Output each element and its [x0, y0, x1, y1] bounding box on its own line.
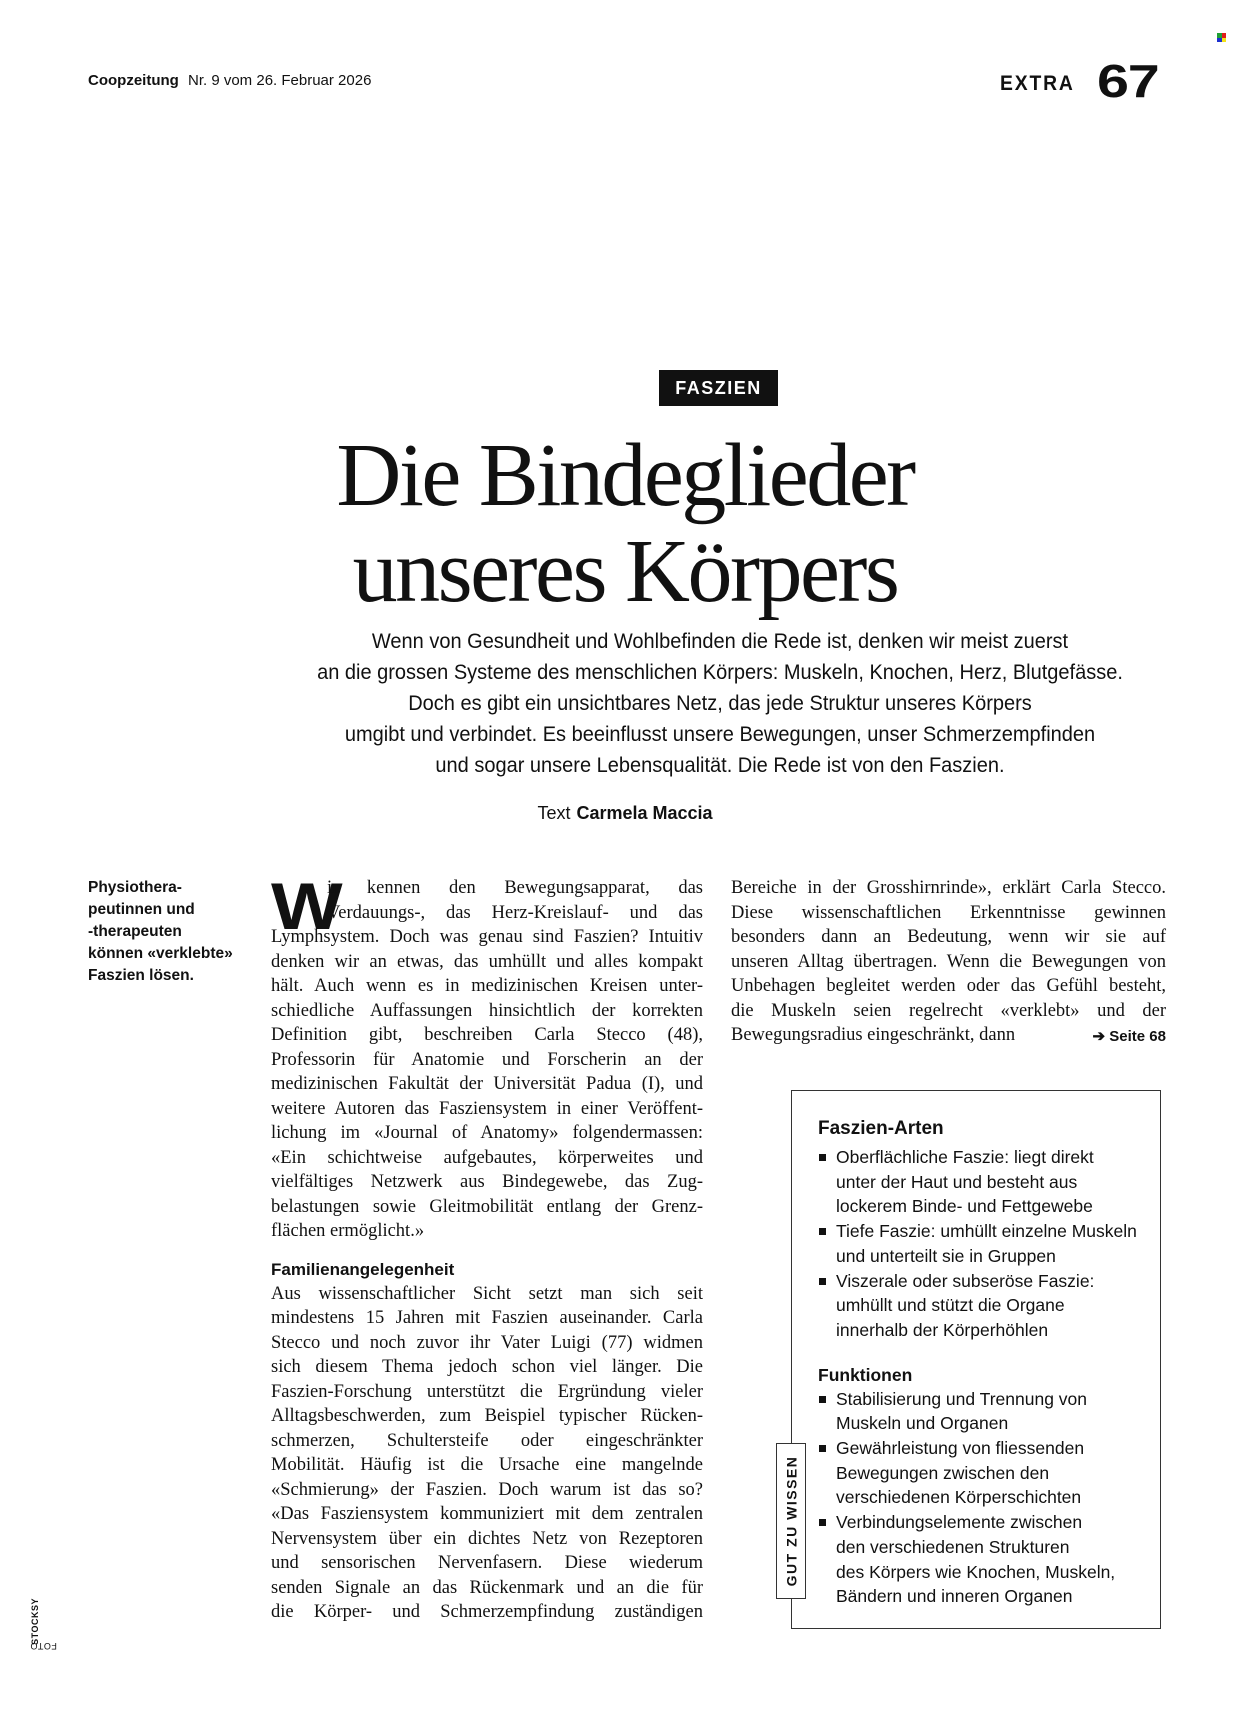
section-label: EXTRA — [1000, 72, 1075, 95]
body-line: senden Signale an das Rückenmark und an die für — [271, 1577, 703, 1598]
body-line: Stecco und noch zuvor ihr Vater Luigi (77) widmen — [271, 1332, 703, 1353]
body-line: lichung im «Journal of Anatomy» folgendermassen: — [271, 1123, 703, 1143]
headline-line: Die Bindeglieder — [336, 426, 914, 525]
body-line: hält. Auch wenn es in medizinischen Kreisen unter- — [271, 976, 703, 996]
body-line: die Muskeln seien regelrecht «verklebt» und der — [731, 1000, 1166, 1021]
lead-line: Wenn von Gesundheit und Wohlbefinden die Rede ist, denken wir meist zuerst — [371, 629, 1069, 653]
lead-line: an die grossen Systeme des menschlichen Körpers: Muskeln, Knochen, Herz, Blutgefässe. — [317, 660, 1123, 684]
list-line: lockerem Binde- und Fettgewebe — [836, 1196, 1093, 1217]
list-line: umhüllt und stützt die Organe — [836, 1295, 1065, 1316]
lead-line: umgibt und verbindet. Es beeinflusst unsere Bewegungen, unser Schmerzempfinden — [344, 722, 1096, 746]
topic-kicker — [659, 370, 778, 406]
body-line: die Körper- und Schmerzempfindung zuständigen — [271, 1602, 703, 1622]
body-line: und sensorischen Nervenfasern. Diese wiederum — [271, 1553, 703, 1573]
body-column-1 — [271, 869, 703, 1625]
body-line: vielfältiges Netzwerk aus Bindegewebe, das Zug- — [271, 1172, 703, 1192]
body-line: schmerzen, Schultersteife oder eingeschränkter — [271, 1430, 703, 1451]
body-line: schiedliche Auffassungen hinsichtlich der korrekten — [271, 1000, 703, 1021]
body-line: sich diesem Thema jedoch schon viel länger. Die — [271, 1357, 703, 1377]
list-line: den verschiedenen Strukturen — [836, 1536, 1070, 1557]
caption-line: können «verklebte» — [88, 945, 233, 962]
body-line: Mobilität. Häufig ist die Ursache eine mangelnde — [271, 1455, 703, 1475]
body-line: Aus wissenschaftlicher Sicht setzt man sich seit — [271, 1283, 703, 1304]
list-item — [818, 1387, 1150, 1436]
headline-line: unseres Körpers — [352, 522, 898, 621]
list-line: Bändern und inneren Organen — [836, 1586, 1073, 1607]
body-line: Nervensystem über ein dichtes Netz von Rezeptoren — [271, 1528, 703, 1549]
body-line: denken wir an etwas, das umhüllt und alles kompakt — [271, 951, 703, 972]
byline-label: Text — [537, 803, 571, 823]
body-line: mindestens 15 Jahren mit Faszien auseinander. Carla — [271, 1308, 703, 1328]
list-line: des Körpers wie Knochen, Muskeln, — [836, 1561, 1116, 1582]
credit-label: FOTO — [30, 1640, 57, 1651]
lead-paragraph — [236, 626, 1203, 781]
body-line: ir kennen den Bewegungsapparat, das — [327, 878, 703, 898]
list-item — [818, 1510, 1150, 1609]
continuation-link[interactable]: ➔ Seite 68 — [1092, 1028, 1166, 1045]
list-line: Verbindungselemente zwischen — [836, 1512, 1083, 1533]
page-title — [0, 428, 1250, 620]
info-box-tab — [776, 1443, 806, 1599]
caption-line: Physiothera- — [88, 879, 182, 896]
photo-credit — [30, 1598, 70, 1651]
body-line: Diese wissenschaftlichen Erkenntnisse gewinnen — [731, 902, 1166, 923]
page-number: 67 — [1097, 55, 1159, 107]
fascia-types-list — [818, 1145, 1150, 1343]
list-item — [818, 1145, 1150, 1219]
section-subheading: Familienangelegenheit — [271, 1259, 455, 1279]
body-line: Lymphsystem. Doch was genau sind Faszien? Intuitiv — [271, 927, 703, 947]
list-line: unter der Haut und besteht aus — [836, 1171, 1078, 1192]
body-line: weitere Autoren das Fasziensystem in einer Veröffent- — [271, 1098, 703, 1119]
photo-caption — [88, 877, 268, 987]
body-line: Verdauungs-, das Herz-Kreislauf- und das — [327, 902, 703, 923]
list-line: Viszerale oder subseröse Faszie: — [836, 1270, 1095, 1291]
list-item — [818, 1219, 1150, 1268]
credit-source: STOCKSY — [30, 1598, 40, 1645]
list-line: Bewegungen zwischen den — [836, 1462, 1050, 1483]
body-line: belastungen sowie Gleitmobilität entlang der Grenz- — [271, 1196, 703, 1217]
body-line: «Das Fasziensystem kommuniziert mit dem zentralen — [271, 1504, 703, 1524]
issue-info: Nr. 9 vom 26. Februar 2026 — [188, 72, 372, 89]
body-line: Definition gibt, beschreiben Carla Stecco (48), — [271, 1025, 703, 1045]
byline-author: Carmela Maccia — [576, 803, 713, 823]
list-line: Muskeln und Organen — [836, 1413, 1009, 1434]
body-line: flächen ermöglicht.» — [271, 1221, 425, 1241]
body-line: «Ein schichtweise aufgebautes, körperweites und — [271, 1147, 703, 1168]
list-line: Gewährleistung von fliessenden — [836, 1438, 1085, 1459]
body-line: Bereiche in der Grosshirnrinde», erklärt Carla Stecco. — [731, 878, 1166, 898]
list-line: Oberflächliche Faszie: liegt direkt — [836, 1147, 1094, 1167]
functions-list — [818, 1387, 1150, 1609]
list-line: Stabilisierung und Trennung von — [836, 1388, 1088, 1409]
body-line: Alltagsbeschwerden, zum Beispiel typischer Rücken- — [271, 1406, 703, 1426]
kicker-label: FASZIEN — [675, 377, 762, 398]
box-subheading: Funktionen — [818, 1364, 913, 1385]
lead-line: und sogar unsere Lebensqualität. Die Rede ist von den Faszien. — [435, 753, 1005, 777]
list-line: Tiefe Faszie: umhüllt einzelne Muskeln — [836, 1221, 1137, 1242]
body-line: Bewegungsradius eingeschränkt, dann — [731, 1025, 1016, 1045]
tab-label: GUT ZU WISSEN — [783, 1455, 800, 1587]
lead-line: Doch es gibt ein unsichtbares Netz, das jede Struktur unseres Körpers — [408, 691, 1032, 715]
list-line: verschiedenen Körperschichten — [836, 1487, 1082, 1508]
publication-name: Coopzeitung — [88, 72, 179, 89]
body-line: «Schmierung» der Faszien. Doch warum ist das so? — [271, 1479, 703, 1500]
list-item — [818, 1269, 1150, 1343]
caption-line: peutinnen und — [88, 901, 195, 918]
caption-line: Faszien lösen. — [88, 967, 194, 984]
info-box — [791, 1090, 1161, 1629]
body-line: medizinischen Fakultät der Universität Padua (I), und — [271, 1074, 703, 1094]
list-item — [818, 1436, 1150, 1510]
body-line: besonders dann an Bedeutung, wenn wir sie auf — [731, 927, 1166, 947]
body-line: Unbehagen begleitet werden oder das Gefühl besteht, — [731, 976, 1166, 996]
list-line: innerhalb der Körperhöhlen — [836, 1319, 1049, 1340]
list-line: und unterteilt sie in Gruppen — [836, 1245, 1056, 1266]
body-line: Professorin für Anatomie und Forscherin an der — [271, 1049, 703, 1070]
caption-line: -therapeuten — [88, 923, 182, 940]
drop-cap: W — [271, 869, 339, 943]
registration-mark-icon — [1217, 33, 1226, 42]
body-column-2 — [731, 876, 1166, 1048]
byline — [0, 803, 1250, 824]
box-heading: Faszien-Arten — [818, 1118, 944, 1139]
body-line: Faszien-Forschung unterstützt die Ergründung vieler — [271, 1381, 703, 1402]
body-line: unseren Alltag übertragen. Wenn die Bewegungen von — [731, 951, 1166, 972]
